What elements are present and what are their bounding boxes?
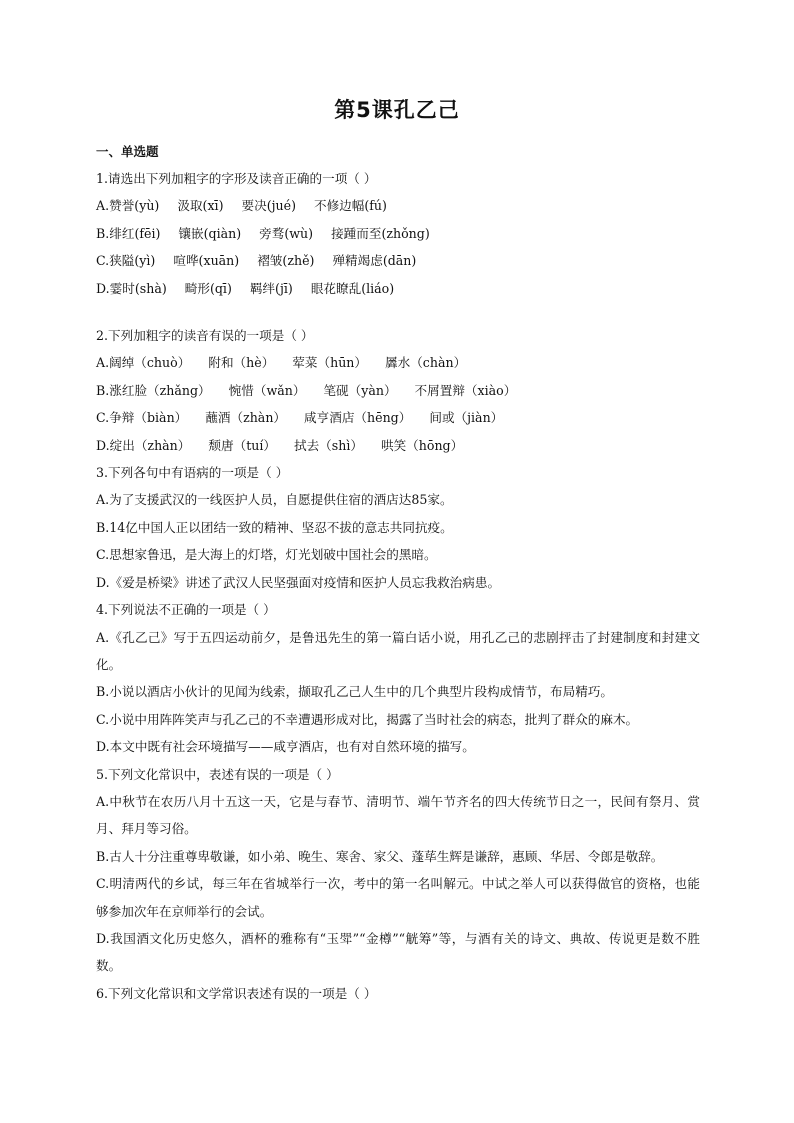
q4-option-a: A.《孔乙己》写于五四运动前夕，是鲁迅先生的第一篇白话小说，用孔乙己的悲剧抨击了封建制度和封建文化。 <box>96 629 700 672</box>
q2-option-b <box>96 377 700 404</box>
q2-d-item: 哄笑（hōng） <box>380 437 464 453</box>
q1-d-item: 畸形(qī) <box>184 280 232 296</box>
q2-d-item: D.绽出（zhàn） <box>96 437 191 453</box>
q5-option-a: A.中秋节在农历八月十五这一天，它是与春节、清明节、端午节齐名的四大传统节日之一，民间有祭月、赏月、拜月等习俗。 <box>96 793 700 837</box>
q5-option-c: C.明清两代的乡试，每三年在省城举行一次，考中的第一名叫解元。中试之举人可以获得做官的资格，也能够参加次年在京师举行的会试。 <box>96 876 700 919</box>
q1-option-a <box>96 192 700 219</box>
q1-c-item: 喧哗(xuān) <box>173 253 240 269</box>
q1-a-item: 不修边幅(fú) <box>313 198 387 214</box>
q2-a-item: A.阔绰（chuò） <box>96 355 191 371</box>
q1-option-d <box>96 275 700 302</box>
q2-b-item: 笔砚（yàn） <box>323 382 397 398</box>
q1-c-item: 褶皱(zhě) <box>257 253 315 269</box>
q2-option-c <box>96 404 700 431</box>
q3-option-c: C.思想家鲁迅，是大海上的灯塔，灯光划破中国社会的黑暗。 <box>96 547 437 563</box>
q3-option-b: B.14亿中国人正以团结一致的精神、坚忍不拔的意志共同抗疫。 <box>96 519 453 535</box>
q4-option-d: D.本文中既有社会环境描写——咸亨酒店，也有对自然环境的描写。 <box>96 739 475 755</box>
q1-b-item: 接踵而至(zhǒng) <box>331 225 430 241</box>
q4-stem: 4.下列说法不正确的一项是（ ） <box>96 602 276 618</box>
q4-option-b: B.小说以酒店小伙计的见闻为线索，撷取孔乙己人生中的几个典型片段构成情节，布局精巧。 <box>96 684 614 700</box>
q1-stem: 1.请选出下列加粗字的字形及读音正确的一项（ ） <box>96 171 377 186</box>
spacer <box>96 302 700 322</box>
q1-b-item: B.绯红(fēi) <box>96 225 161 241</box>
q2-b-item: 惋惜（wǎn） <box>228 382 306 398</box>
q1-c-item: 殚精竭虑(dān) <box>332 253 417 269</box>
q2-a-item: 荤菜（hūn） <box>292 355 368 371</box>
q4-option-c: C.小说中用阵阵笑声与孔乙己的不幸遭遇形成对比，揭露了当时社会的病态，批判了群众的麻木。 <box>96 711 639 727</box>
q3-option-a: A.为了支援武汉的一线医护人员，自愿提供住宿的酒店达85家。 <box>96 492 453 508</box>
q1-option-b <box>96 220 700 247</box>
q1-d-item: 羁绊(jī) <box>249 280 293 296</box>
q2-stem: 2.下列加粗字的读音有误的一项是（ ） <box>96 328 314 344</box>
q1-a-item: 要决(jué) <box>241 198 296 214</box>
q2-d-item: 颓唐（tuí） <box>208 437 276 453</box>
q1-option-c <box>96 247 700 274</box>
q2-a-item: 羼水（chàn） <box>385 355 467 371</box>
q3-option-d: D.《爱是桥梁》讲述了武汉人民坚强面对疫情和医护人员忘我救治病患。 <box>96 574 501 590</box>
q2-c-item: C.争辩（biàn） <box>96 410 188 426</box>
page-title: 第5课孔乙己 <box>334 98 460 122</box>
q2-c-item: 间或（jiàn） <box>429 410 504 426</box>
q2-c-item: 蘸酒（zhàn） <box>205 410 287 426</box>
q1-d-item: 眼花瞭乱(liáo) <box>310 280 395 296</box>
q2-b-item: 不屑置辩（xiào） <box>414 382 517 398</box>
q6-stem: 6.下列文化常识和文学常识表述有误的一项是（ ） <box>96 985 377 1001</box>
q1-c-item: C.狭隘(yì) <box>96 253 156 269</box>
q5-option-b: B.古人十分注重尊卑敬谦，如小弟、晚生、寒舍、家父、蓬荜生辉是谦辞，惠顾、华居、令郎是敬辞。 <box>96 848 664 864</box>
q2-d-item: 拭去（shì） <box>293 437 363 453</box>
q1-b-item: 镶嵌(qiàn) <box>178 225 242 241</box>
question-content <box>96 143 700 1007</box>
section-heading: 一、单选题 <box>96 144 159 159</box>
q2-b-item: B.涨红脸（zhǎng） <box>96 382 211 398</box>
q5-stem: 5.下列文化常识中，表述有误的一项是（ ） <box>96 766 339 782</box>
q2-c-item: 咸亨酒店（hēng） <box>304 410 412 426</box>
q5-option-d: D.我国酒文化历史悠久，酒杯的雅称有“玉斝”“金樽”“觥筹”等，与酒有关的诗文、典故、传说更是数不胜数。 <box>96 930 700 974</box>
q1-a-item: A.赞誉(yù) <box>96 198 160 214</box>
q2-option-a <box>96 349 700 376</box>
q1-b-item: 旁骛(wù) <box>259 225 314 241</box>
q2-a-item: 附和（hè） <box>208 355 275 371</box>
q2-option-d <box>96 432 700 459</box>
q3-stem: 3.下列各句中有语病的一项是（ ） <box>96 465 289 481</box>
q1-d-item: D.霎时(shà) <box>96 280 167 296</box>
q1-a-item: 汲取(xī) <box>177 198 224 214</box>
